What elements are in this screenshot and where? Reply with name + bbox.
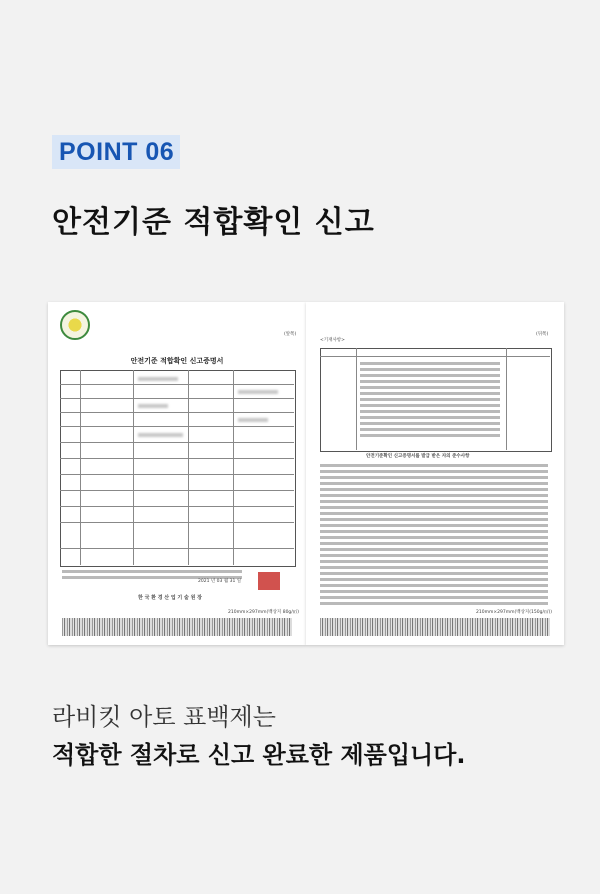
notice-title: 안전기준확인 신고증명서를 발급 받은 자의 준수사항 [366,454,470,459]
issuer-name: 한 국 환 경 산 업 기 술 원 장 [138,595,202,601]
back-size-note: 210mm×297mm(백상지(150g/㎡)) [476,610,553,615]
front-form-label: (앞쪽) [284,332,297,337]
agency-seal-icon [60,310,90,340]
back-header: <기재사항> [320,338,345,343]
point-badge: POINT 06 [52,135,180,169]
back-form-label: (뒤쪽) [536,332,549,337]
certificate-title: 안전기준 적합확인 신고증명서 [130,357,224,365]
barcode-strip [62,618,292,636]
front-size-note: 210mm×297mm(백상지 80g/㎡) [228,610,300,615]
page-title: 안전기준 적합확인 신고 [52,205,375,240]
completion-statement: 적합한 절차로 신고 완료한 제품입니다. [52,741,466,769]
certificate-front-image [48,302,306,645]
certificate-table [60,370,296,567]
barcode-strip [320,618,550,636]
certificate-back-image [306,302,564,645]
product-subtitle: 라비킷 아토 표백제는 [52,703,276,731]
certificate-date: 2021 년 03 월 31 일 [198,579,242,584]
official-stamp-icon [258,572,280,590]
